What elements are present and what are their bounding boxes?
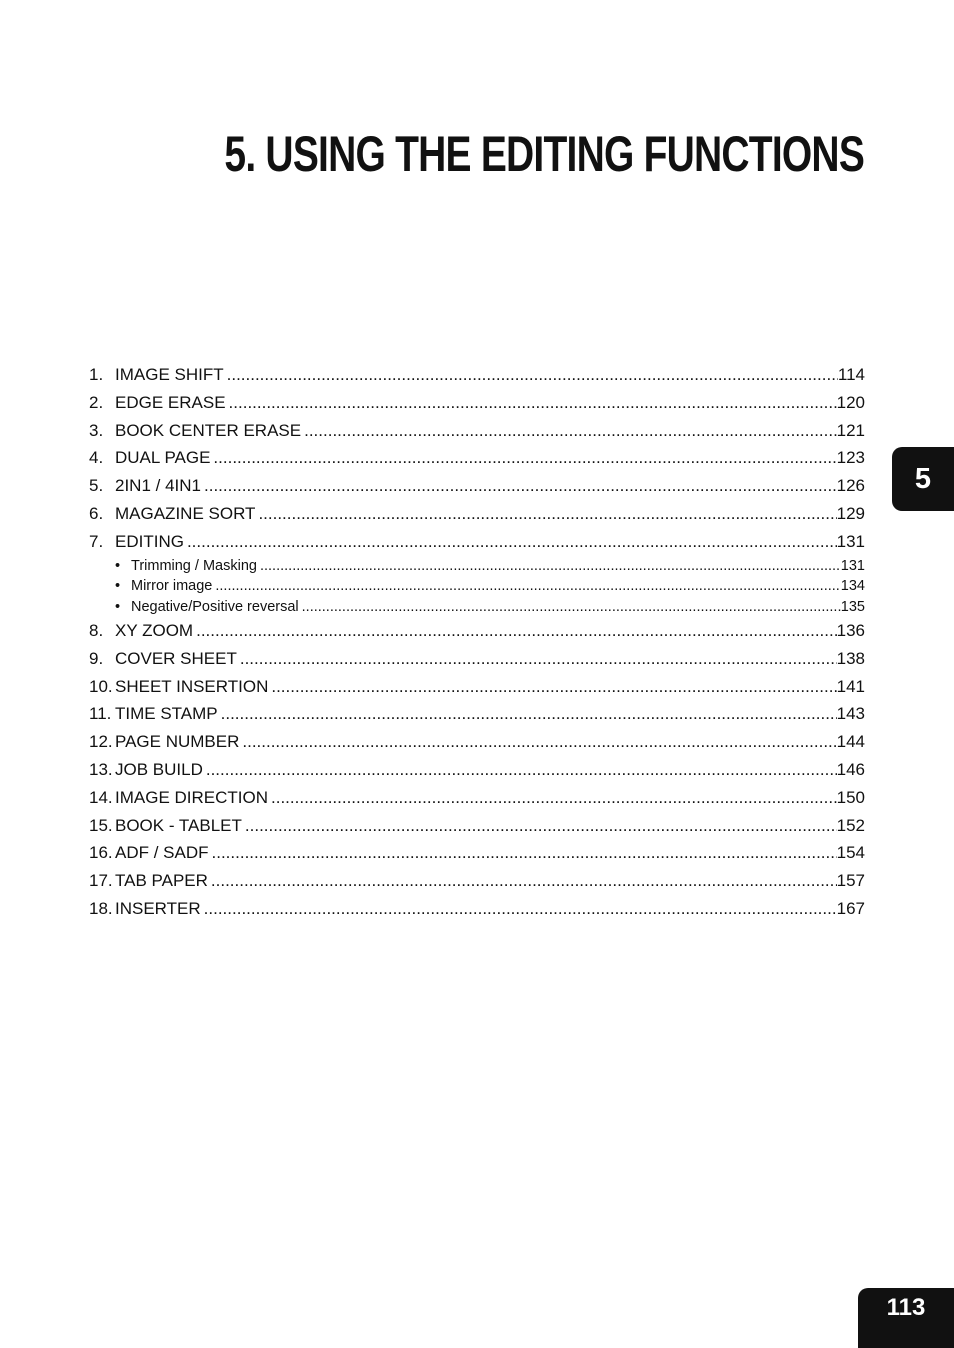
toc-entry-label: EDGE ERASE xyxy=(115,392,226,412)
toc-entry-label: ADF / SADF xyxy=(115,843,209,863)
toc-entry-page: 121 xyxy=(836,420,865,440)
toc-entry-cover-sheet[interactable] xyxy=(89,645,865,673)
dot-leader xyxy=(212,576,840,597)
toc-subentry-trimming-masking[interactable] xyxy=(89,556,865,577)
toc-entry-label: MAGAZINE SORT xyxy=(115,503,256,523)
page-number: 113 xyxy=(858,1288,954,1348)
toc-entry-editing[interactable] xyxy=(89,528,865,556)
toc-entry-number: 17. xyxy=(89,871,113,891)
toc-subentry-page: 131 xyxy=(840,557,865,574)
toc-entry-adf-sadf[interactable] xyxy=(89,839,865,867)
toc-entry-page: 138 xyxy=(836,648,865,668)
toc-entry-number: 18. xyxy=(89,899,113,919)
toc-entry-tab-paper[interactable] xyxy=(89,867,865,895)
toc-entry-label: XY ZOOM xyxy=(115,621,194,641)
dot-leader xyxy=(268,673,836,701)
toc-entry-page: 129 xyxy=(836,503,865,523)
toc-subentry-label: Mirror image xyxy=(131,578,213,595)
toc-entry-number: 15. xyxy=(89,815,113,835)
toc-entry-image-shift[interactable] xyxy=(89,361,865,389)
toc-entry-number: 1. xyxy=(89,365,104,384)
bullet-icon: • xyxy=(115,598,121,615)
dot-leader xyxy=(257,556,841,577)
dot-leader xyxy=(268,784,837,812)
toc-entry-label: TAB PAPER xyxy=(115,871,208,891)
dot-leader xyxy=(203,756,837,784)
toc-subentry-mirror-image[interactable] xyxy=(89,576,865,597)
toc-entry-number: 11. xyxy=(89,704,112,724)
dot-leader xyxy=(224,361,838,389)
toc-entry-number: 6. xyxy=(89,503,104,523)
toc-entry-label: IMAGE SHIFT xyxy=(115,365,224,384)
toc-entry-label: BOOK - TABLET xyxy=(115,815,242,835)
bullet-icon: • xyxy=(115,557,121,574)
toc-entry-page: 136 xyxy=(836,621,865,641)
dot-leader xyxy=(201,895,837,923)
toc-entry-page: 146 xyxy=(836,760,865,780)
toc-entry-page: 144 xyxy=(836,732,865,752)
toc-entry-dual-page[interactable] xyxy=(89,444,865,472)
toc-entry-page: 152 xyxy=(836,815,865,835)
toc-entry-page: 120 xyxy=(836,392,865,412)
toc-subentry-label: Trimming / Masking xyxy=(131,557,257,574)
toc-entry-page: 123 xyxy=(836,448,865,468)
dot-leader xyxy=(184,528,837,556)
dot-leader xyxy=(193,617,837,645)
toc-entry-magazine-sort[interactable] xyxy=(89,500,865,528)
toc-entry-label: COVER SHEET xyxy=(115,648,237,668)
toc-entry-label: DUAL PAGE xyxy=(115,448,211,468)
toc-entry-number: 3. xyxy=(89,420,104,440)
toc-entry-number: 16. xyxy=(89,843,113,863)
dot-leader xyxy=(255,500,836,528)
toc-entry-label: SHEET INSERTION xyxy=(115,676,269,696)
toc-entry-label: IMAGE DIRECTION xyxy=(115,787,269,807)
toc-entry-number: 7. xyxy=(89,531,104,551)
toc-entry-page: 131 xyxy=(836,531,865,551)
dot-leader xyxy=(209,839,837,867)
dot-leader xyxy=(237,645,837,673)
dot-leader xyxy=(299,597,841,618)
toc-entry-label: TIME STAMP xyxy=(115,704,218,724)
dot-leader xyxy=(242,812,837,840)
toc-entry-page: 150 xyxy=(836,787,865,807)
dot-leader xyxy=(208,867,837,895)
toc-entry-page: 141 xyxy=(836,676,865,696)
toc-entry-number: 14. xyxy=(89,787,113,807)
toc-entry-number: 12. xyxy=(89,732,113,752)
toc-entry-book-center-erase[interactable] xyxy=(89,417,865,445)
toc-entry-job-build[interactable] xyxy=(89,756,865,784)
dot-leader xyxy=(301,417,837,445)
toc-subentry-label: Negative/Positive reversal xyxy=(131,598,299,615)
dot-leader xyxy=(218,700,837,728)
table-of-contents xyxy=(89,361,865,923)
toc-entry-2in1-4in1[interactable] xyxy=(89,472,865,500)
toc-entry-label: JOB BUILD xyxy=(115,760,203,780)
toc-entry-page: 157 xyxy=(836,871,865,891)
chapter-title: 5. USING THE EDITING FUNCTIONS xyxy=(224,126,864,182)
toc-entry-edge-erase[interactable] xyxy=(89,389,865,417)
bullet-icon: • xyxy=(115,578,121,595)
toc-subentry-page: 135 xyxy=(840,598,865,615)
toc-entry-number: 8. xyxy=(89,621,104,641)
toc-entry-label: INSERTER xyxy=(115,899,201,919)
dot-leader xyxy=(239,728,836,756)
toc-entry-book-tablet[interactable] xyxy=(89,812,865,840)
toc-entry-page: 154 xyxy=(836,843,865,863)
toc-entry-number: 2. xyxy=(89,392,104,412)
toc-entry-page: 126 xyxy=(836,476,865,496)
toc-entry-image-direction[interactable] xyxy=(89,784,865,812)
toc-entry-label: EDITING xyxy=(115,531,184,551)
dot-leader xyxy=(210,444,836,472)
toc-entry-time-stamp[interactable] xyxy=(89,700,865,728)
toc-entry-sheet-insertion[interactable] xyxy=(89,673,865,701)
toc-entry-number: 5. xyxy=(89,476,104,496)
toc-entry-number: 9. xyxy=(89,648,104,668)
dot-leader xyxy=(226,389,837,417)
toc-entry-label: PAGE NUMBER xyxy=(115,732,240,752)
toc-entry-label: 2IN1 / 4IN1 xyxy=(115,476,201,496)
toc-entry-label: BOOK CENTER ERASE xyxy=(115,420,302,440)
toc-entry-page: 167 xyxy=(836,899,865,919)
toc-entry-page: 143 xyxy=(836,704,865,724)
toc-subentry-page: 134 xyxy=(840,578,865,595)
toc-entry-number: 4. xyxy=(89,448,104,468)
toc-entry-page: 114 xyxy=(837,365,865,384)
dot-leader xyxy=(201,472,837,500)
toc-entry-number: 13. xyxy=(89,760,113,780)
toc-entry-xy-zoom[interactable] xyxy=(89,617,865,645)
chapter-tab: 5 xyxy=(892,447,954,511)
toc-entry-page-number[interactable] xyxy=(89,728,865,756)
toc-subentry-negative-positive-reversal[interactable] xyxy=(89,597,865,618)
toc-entry-inserter[interactable] xyxy=(89,895,865,923)
toc-entry-number: 10. xyxy=(89,676,113,696)
